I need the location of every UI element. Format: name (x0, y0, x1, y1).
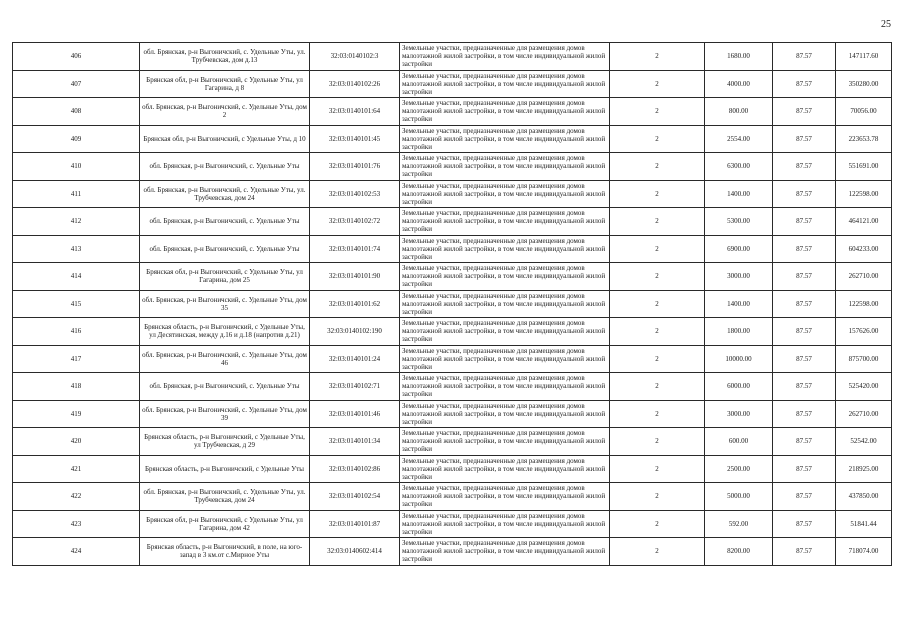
cadastral-number: 32:03:0140602:414 (310, 538, 400, 566)
group-code: 2 (610, 43, 705, 71)
permitted-use: Земельные участки, предназначенные для размещения домов малоэтажной жилой застройки, в том числе индивидуальной жилой застройки (400, 345, 610, 373)
group-code: 2 (610, 125, 705, 153)
land-address: обл. Брянская, р-н Выгоничский, с. Удельные Уты, ул. Трубчевская, дом 24 (140, 180, 310, 208)
group-code: 2 (610, 98, 705, 126)
row-number: 417 (13, 345, 140, 373)
group-code: 2 (610, 345, 705, 373)
permitted-use: Земельные участки, предназначенные для размещения домов малоэтажной жилой застройки, в том числе индивидуальной жилой застройки (400, 373, 610, 401)
permitted-use: Земельные участки, предназначенные для размещения домов малоэтажной жилой застройки, в том числе индивидуальной жилой застройки (400, 538, 610, 566)
permitted-use: Земельные участки, предназначенные для размещения домов малоэтажной жилой застройки, в том числе индивидуальной жилой застройки (400, 153, 610, 181)
group-code: 2 (610, 483, 705, 511)
specific-value: 87.57 (773, 483, 836, 511)
table-row (13, 235, 892, 263)
row-number: 409 (13, 125, 140, 153)
land-address: обл. Брянская, р-н Выгоничский, с. Удельные Уты (140, 208, 310, 236)
table-row (13, 98, 892, 126)
group-code: 2 (610, 510, 705, 538)
land-address: обл. Брянская, р-н Выгоничский, с. Удельные Уты, дом 35 (140, 290, 310, 318)
permitted-use: Земельные участки, предназначенные для размещения домов малоэтажной жилой застройки, в том числе индивидуальной жилой застройки (400, 318, 610, 346)
specific-value: 87.57 (773, 455, 836, 483)
land-area: 3000.00 (705, 263, 773, 291)
row-number: 416 (13, 318, 140, 346)
permitted-use: Земельные участки, предназначенные для размещения домов малоэтажной жилой застройки, в том числе индивидуальной жилой застройки (400, 455, 610, 483)
cadastral-number: 32:03:0140102:3 (310, 43, 400, 71)
land-address: обл. Брянская, р-н Выгоничский, с. Удельные Уты, дом 46 (140, 345, 310, 373)
land-area: 3000.00 (705, 400, 773, 428)
specific-value: 87.57 (773, 125, 836, 153)
cadastral-value: 437850.00 (836, 483, 892, 511)
table-row (13, 290, 892, 318)
land-area: 5300.00 (705, 208, 773, 236)
cadastral-number: 32:03:0140101:24 (310, 345, 400, 373)
table-row (13, 208, 892, 236)
cadastral-value: 52542.00 (836, 428, 892, 456)
group-code: 2 (610, 373, 705, 401)
permitted-use: Земельные участки, предназначенные для размещения домов малоэтажной жилой застройки, в том числе индивидуальной жилой застройки (400, 400, 610, 428)
land-address: Брянская область, р-н Выгоничский, с Удельные Уты, ул Десятинская, между д.16 и д.18 (напротив д.21) (140, 318, 310, 346)
row-number: 423 (13, 510, 140, 538)
table-row (13, 400, 892, 428)
specific-value: 87.57 (773, 373, 836, 401)
permitted-use: Земельные участки, предназначенные для размещения домов малоэтажной жилой застройки, в том числе индивидуальной жилой застройки (400, 208, 610, 236)
row-number: 406 (13, 43, 140, 71)
land-address: Брянская обл, р-н Выгоничский, с Удельные Уты, ул Гагарина, дом 25 (140, 263, 310, 291)
specific-value: 87.57 (773, 290, 836, 318)
cadastral-value: 262710.00 (836, 400, 892, 428)
land-area: 10000.00 (705, 345, 773, 373)
land-address: Брянская обл, р-н Выгоничский, с Удельные Уты, ул Гагарина, дом 42 (140, 510, 310, 538)
row-number: 419 (13, 400, 140, 428)
land-address: обл. Брянская, р-н Выгоничский, с. Удельные Уты, ул. Трубчевская, дом д.13 (140, 43, 310, 71)
row-number: 410 (13, 153, 140, 181)
row-number: 413 (13, 235, 140, 263)
group-code: 2 (610, 455, 705, 483)
row-number: 407 (13, 70, 140, 98)
land-address: обл. Брянская, р-н Выгоничский, с. Удельные Уты (140, 153, 310, 181)
land-address: Брянская область, р-н Выгоничский, в поле, на юго-запад в 3 км.от с.Мирное Уты (140, 538, 310, 566)
land-area: 1400.00 (705, 290, 773, 318)
cadastral-value: 350280.00 (836, 70, 892, 98)
specific-value: 87.57 (773, 98, 836, 126)
table-row (13, 125, 892, 153)
group-code: 2 (610, 208, 705, 236)
specific-value: 87.57 (773, 208, 836, 236)
table-row (13, 345, 892, 373)
group-code: 2 (610, 263, 705, 291)
land-address: обл. Брянская, р-н Выгоничский, с. Удельные Уты, дом 2 (140, 98, 310, 126)
row-number: 411 (13, 180, 140, 208)
land-area: 5000.00 (705, 483, 773, 511)
cadastral-number: 32:03:0140101:46 (310, 400, 400, 428)
table-row (13, 510, 892, 538)
cadastral-number: 32:03:0140102:26 (310, 70, 400, 98)
table-row (13, 538, 892, 566)
permitted-use: Земельные участки, предназначенные для размещения домов малоэтажной жилой застройки, в том числе индивидуальной жилой застройки (400, 483, 610, 511)
permitted-use: Земельные участки, предназначенные для размещения домов малоэтажной жилой застройки, в том числе индивидуальной жилой застройки (400, 125, 610, 153)
cadastral-value: 147117.60 (836, 43, 892, 71)
land-address: Брянская обл, р-н Выгоничский, с Удельные Уты, ул Гагарина, д 8 (140, 70, 310, 98)
land-area: 1400.00 (705, 180, 773, 208)
cadastral-value: 70056.00 (836, 98, 892, 126)
row-number: 418 (13, 373, 140, 401)
land-area: 600.00 (705, 428, 773, 456)
group-code: 2 (610, 428, 705, 456)
table-row (13, 70, 892, 98)
table-row (13, 263, 892, 291)
group-code: 2 (610, 538, 705, 566)
land-address: Брянская обл, р-н Выгоничский, с Удельные Уты, д 10 (140, 125, 310, 153)
group-code: 2 (610, 70, 705, 98)
cadastral-value: 464121.00 (836, 208, 892, 236)
land-area: 592.00 (705, 510, 773, 538)
permitted-use: Земельные участки, предназначенные для размещения домов малоэтажной жилой застройки, в том числе индивидуальной жилой застройки (400, 290, 610, 318)
group-code: 2 (610, 235, 705, 263)
table-row (13, 180, 892, 208)
cadastral-number: 32:03:0140102:71 (310, 373, 400, 401)
land-area: 8200.00 (705, 538, 773, 566)
land-address: обл. Брянская, р-н Выгоничский, с. Удельные Уты (140, 373, 310, 401)
permitted-use: Земельные участки, предназначенные для размещения домов малоэтажной жилой застройки, в том числе индивидуальной жилой застройки (400, 510, 610, 538)
specific-value: 87.57 (773, 510, 836, 538)
specific-value: 87.57 (773, 263, 836, 291)
specific-value: 87.57 (773, 70, 836, 98)
land-area: 6000.00 (705, 373, 773, 401)
registry-body (13, 43, 892, 566)
permitted-use: Земельные участки, предназначенные для размещения домов малоэтажной жилой застройки, в том числе индивидуальной жилой застройки (400, 180, 610, 208)
group-code: 2 (610, 153, 705, 181)
table-row (13, 483, 892, 511)
land-address: обл. Брянская, р-н Выгоничский, с. Удельные Уты, дом 39 (140, 400, 310, 428)
specific-value: 87.57 (773, 180, 836, 208)
cadastral-number: 32:03:0140101:64 (310, 98, 400, 126)
cadastral-value: 218925.00 (836, 455, 892, 483)
cadastral-number: 32:03:0140102:86 (310, 455, 400, 483)
permitted-use: Земельные участки, предназначенные для размещения домов малоэтажной жилой застройки, в том числе индивидуальной жилой застройки (400, 43, 610, 71)
cadastral-value: 122598.00 (836, 180, 892, 208)
land-area: 6300.00 (705, 153, 773, 181)
specific-value: 87.57 (773, 538, 836, 566)
table-row (13, 43, 892, 71)
cadastral-number: 32:03:0140101:62 (310, 290, 400, 318)
table-row (13, 455, 892, 483)
cadastral-value: 262710.00 (836, 263, 892, 291)
cadastral-value: 875700.00 (836, 345, 892, 373)
cadastral-value: 223653.78 (836, 125, 892, 153)
cadastral-value: 122598.00 (836, 290, 892, 318)
cadastral-number: 32:03:0140102:53 (310, 180, 400, 208)
row-number: 414 (13, 263, 140, 291)
cadastral-number: 32:03:0140101:76 (310, 153, 400, 181)
cadastral-number: 32:03:0140101:34 (310, 428, 400, 456)
land-area: 2500.00 (705, 455, 773, 483)
specific-value: 87.57 (773, 345, 836, 373)
specific-value: 87.57 (773, 153, 836, 181)
permitted-use: Земельные участки, предназначенные для размещения домов малоэтажной жилой застройки, в том числе индивидуальной жилой застройки (400, 70, 610, 98)
permitted-use: Земельные участки, предназначенные для размещения домов малоэтажной жилой застройки, в том числе индивидуальной жилой застройки (400, 263, 610, 291)
permitted-use: Земельные участки, предназначенные для размещения домов малоэтажной жилой застройки, в том числе индивидуальной жилой застройки (400, 235, 610, 263)
table-row (13, 153, 892, 181)
land-area: 1800.00 (705, 318, 773, 346)
cadastral-number: 32:03:0140102:72 (310, 208, 400, 236)
group-code: 2 (610, 318, 705, 346)
land-address: Брянская область, р-н Выгоничский, с Удельные Уты (140, 455, 310, 483)
land-address: обл. Брянская, р-н Выгоничский, с. Удельные Уты, ул. Трубчевская, дом 24 (140, 483, 310, 511)
land-area: 6900.00 (705, 235, 773, 263)
row-number: 420 (13, 428, 140, 456)
specific-value: 87.57 (773, 400, 836, 428)
row-number: 408 (13, 98, 140, 126)
specific-value: 87.57 (773, 318, 836, 346)
row-number: 422 (13, 483, 140, 511)
page-number: 25 (881, 19, 891, 30)
land-area: 2554.00 (705, 125, 773, 153)
cadastral-value: 718074.00 (836, 538, 892, 566)
land-area: 4000.00 (705, 70, 773, 98)
table-row (13, 373, 892, 401)
row-number: 415 (13, 290, 140, 318)
table-row (13, 318, 892, 346)
row-number: 424 (13, 538, 140, 566)
land-area: 1680.00 (705, 43, 773, 71)
land-area: 800.00 (705, 98, 773, 126)
cadastral-value: 525420.00 (836, 373, 892, 401)
cadastral-number: 32:03:0140102:190 (310, 318, 400, 346)
row-number: 412 (13, 208, 140, 236)
group-code: 2 (610, 180, 705, 208)
cadastral-value: 604233.00 (836, 235, 892, 263)
land-address: Брянская область, р-н Выгоничский, с Удельные Уты, ул Трубчевская, д 29 (140, 428, 310, 456)
group-code: 2 (610, 290, 705, 318)
row-number: 421 (13, 455, 140, 483)
cadastral-number: 32:03:0140101:74 (310, 235, 400, 263)
permitted-use: Земельные участки, предназначенные для размещения домов малоэтажной жилой застройки, в том числе индивидуальной жилой застройки (400, 428, 610, 456)
land-address: обл. Брянская, р-н Выгоничский, с. Удельные Уты (140, 235, 310, 263)
specific-value: 87.57 (773, 235, 836, 263)
table-row (13, 428, 892, 456)
group-code: 2 (610, 400, 705, 428)
specific-value: 87.57 (773, 428, 836, 456)
cadastral-number: 32:03:0140102:54 (310, 483, 400, 511)
cadastral-value: 51841.44 (836, 510, 892, 538)
permitted-use: Земельные участки, предназначенные для размещения домов малоэтажной жилой застройки, в том числе индивидуальной жилой застройки (400, 98, 610, 126)
cadastral-value: 551691.00 (836, 153, 892, 181)
land-registry-table (12, 42, 892, 566)
cadastral-number: 32:03:0140101:90 (310, 263, 400, 291)
cadastral-number: 32:03:0140101:87 (310, 510, 400, 538)
cadastral-number: 32:03:0140101:45 (310, 125, 400, 153)
cadastral-value: 157626.00 (836, 318, 892, 346)
specific-value: 87.57 (773, 43, 836, 71)
